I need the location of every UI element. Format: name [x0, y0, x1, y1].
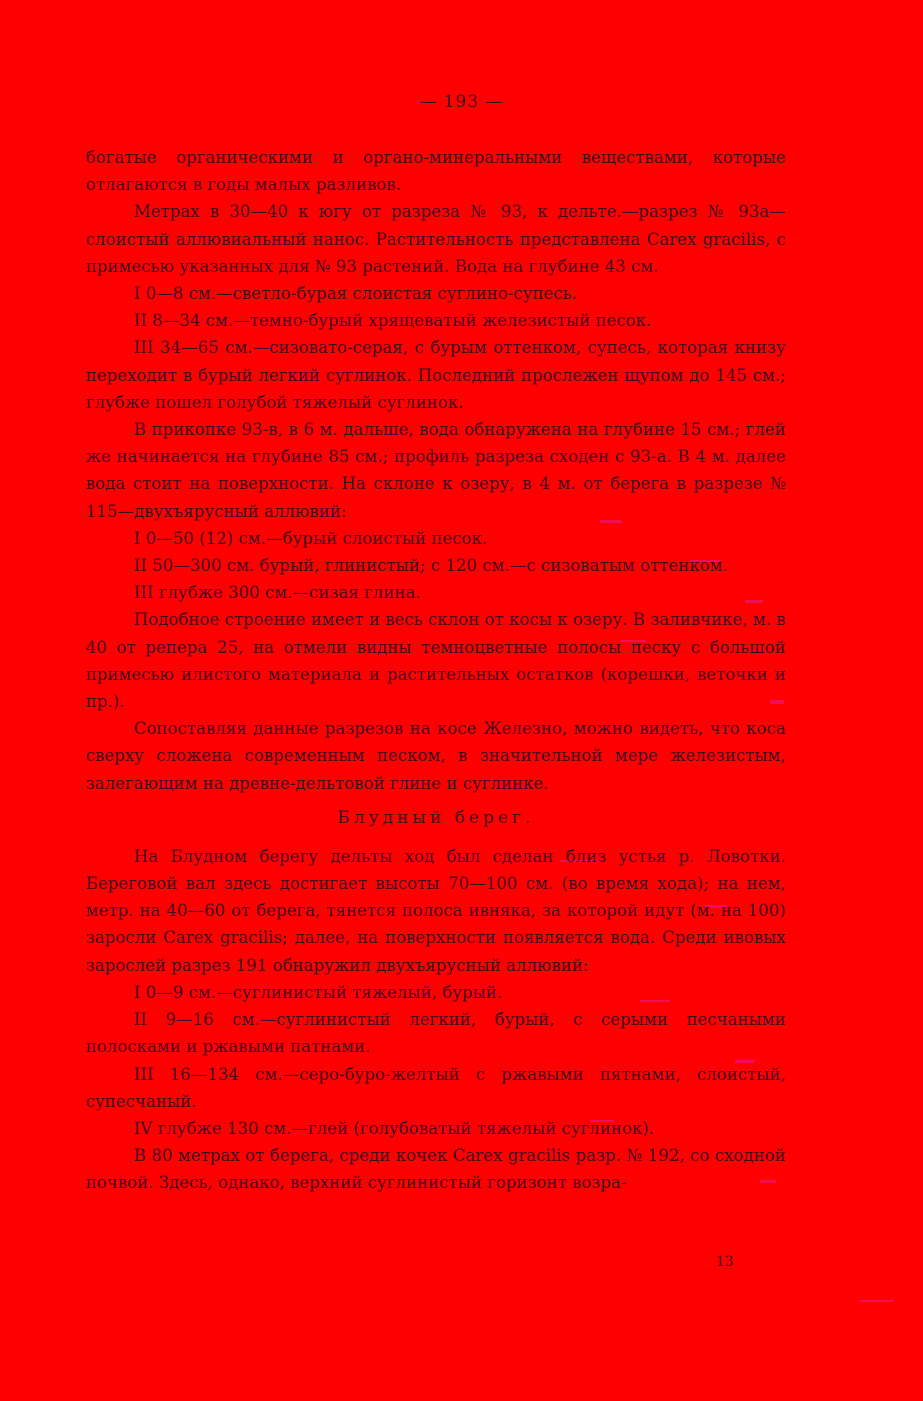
section-heading: Блудный берег.: [337, 807, 535, 828]
horizon-line: I 0—8 см.—светло-бурая слоистая суглино-супесь.: [134, 284, 578, 304]
paragraph: Сопоставляя данные разрезов на косе Железно, можно видеть, что коса сверху сложена современным песком, в значительной мере железистым, залегающим на древне-дельтовой глине и суглинке.: [86, 719, 786, 793]
page-number: — 193 —: [419, 92, 504, 112]
paragraph: богатые органическими и органо-минеральными веществами, которые отлагаются в годы малых разливов.: [86, 148, 786, 195]
horizon-line: III глубже 300 см.—сизая глина.: [134, 583, 421, 603]
paragraph: На Блудном берегу дельты ход был сделан близ устья р. Ловотки. Береговой вал здесь достигает высоты 70—100 см. (во время хода); на нем, метр. на 40—60 от берега, тянется полоса ивняка, за которой идут (м. на 100) заросли Carex gracilis; далее, на поверхности появляется вода. Среди ивовых зарослей разрез 191 обнаружил двухъярусный аллювий:: [86, 846, 786, 975]
horizon-line: III 16—134 см.—серо-буро-желтый с ржавыми пятнами, слоистый, супесчаный.: [86, 1064, 786, 1111]
horizon-line: II 8—34 см.—темно-бурый хрящеватый железистый песок.: [134, 311, 652, 331]
horizon-line: II 9—16 см.—суглинистый легкий, бурый, с серыми песчаными полосками и ржавыми патнами.: [86, 1010, 786, 1057]
paragraph: В прикопке 93-в, в 6 м. дальше, вода обнаружена на глубине 15 см.; глей же начинается на глубине 85 см.; профиль разреза сходен с 93-а. В 4 м. далее вода стоит на поверхности. На склоне к озеру, в 4 м. от берега в разрезе № 115—двухъярусный аллювий:: [86, 420, 786, 521]
horizon-line: IV глубже 130 см.—глей (голубоватый тяжелый суглинок).: [134, 1118, 655, 1138]
paragraph: Подобное строение имеет и весь склон от косы к озеру. В заливчике, м. в 40 от репера 25, на отмели видны темноцветные полосы песку с большой примесью илистого материала и растительных остатков (корешки, веточки и пр.).: [86, 610, 786, 712]
horizon-line: I 0—9 см.—суглинистый тяжелый, бурый.: [134, 982, 503, 1002]
scan-speckle: [860, 1300, 894, 1302]
horizon-line: III 34—65 см.—сизовато-серая, с бурым оттенком, супесь, которая книзу переходит в бурый легкий суглинок. Последний прослежен щупом до 145 см.; глубже пошел голубой тяжелый суглинок.: [86, 338, 786, 412]
body-text: [86, 144, 786, 1197]
horizon-line: I 0—50 (12) см.—бурый слоистый песок.: [134, 528, 488, 548]
paragraph: Метрах в 30—40 к югу от разреза № 93, к дельте.—разрез № 93а— слоистый аллювиальный нанос. Растительность представлена Carex gracilis, с примесью указанных для № 93 растений. Вода на глубине 43 см.: [86, 202, 786, 276]
sheet-signature: 13: [716, 1254, 734, 1270]
paragraph: В 80 метрах от берега, среди кочек Carex gracilis разр. № 192, со сходной почвой. Здесь, однако, верхний суглинистый горизонт возра-: [86, 1146, 786, 1193]
horizon-line: II 50—300 см. бурый, глинистый; с 120 см.—с сизоватым оттенком.: [134, 556, 729, 576]
